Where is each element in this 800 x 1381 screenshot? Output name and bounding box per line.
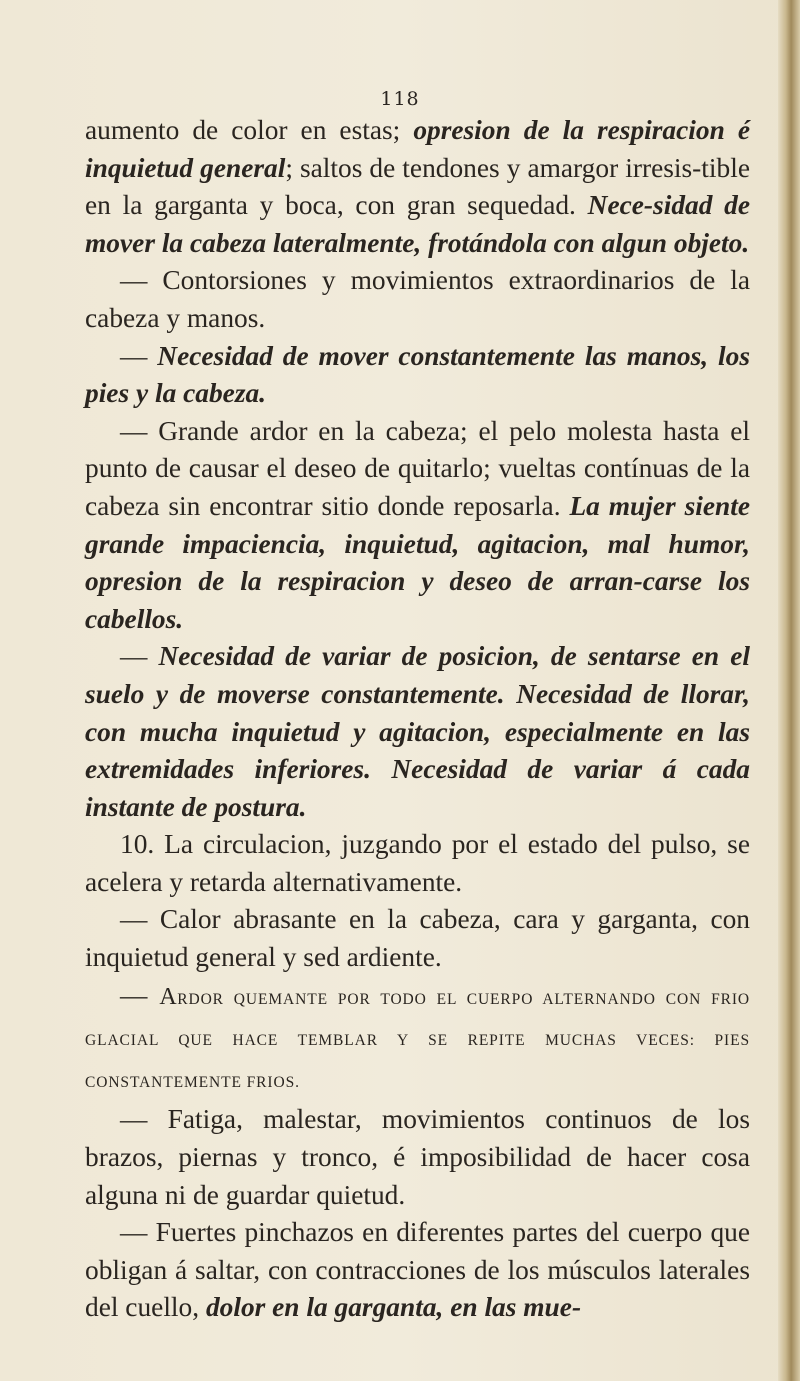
text-run: — Grande ardor en la cabeza; el pelo molesta hasta el punto de causar el deseo de quitarlo; vueltas contínuas de la cabeza sin encontrar sitio donde reposarla. (85, 415, 750, 521)
text-run: aumento de color en estas; (85, 115, 414, 145)
paragraph (85, 413, 750, 639)
smallcaps-block (85, 983, 750, 1091)
paragraph (85, 977, 750, 1102)
italic-run: Necesidad de variar de posicion, de sentarse en el suelo y de moverse constantemente. Necesidad de llorar, con mucha inquietud y agitacion, especialmente en las extremidades inferiores. Necesidad de variar á cada instante de postura. (85, 641, 750, 822)
text-run: — (120, 340, 158, 371)
paragraph (85, 1214, 750, 1327)
text-run: — (120, 979, 160, 1010)
text-run: ; saltos de tendones y amargor irresis-tible en la garganta y boca, con gran sequedad. (85, 152, 750, 221)
italic-run: dolor en la garganta, en las mue- (205, 1292, 582, 1323)
text-run: — (120, 641, 159, 672)
paragraph (85, 901, 750, 976)
text-run: — Fuertes pinchazos en diferentes partes del cuerpo que obligan á saltar, con contracciones de los músculos laterales del cuello, (85, 1217, 750, 1323)
text-run: — Calor abrasante en la cabeza, cara y garganta, con inquietud general y sed ardiente. (85, 904, 750, 973)
italic-run: opresion de la respiracion é inquietud general (85, 115, 750, 183)
text-run: — Contorsiones y movimientos extraordinarios de la cabeza y manos. (85, 265, 750, 333)
page-edge-shadow (778, 0, 800, 1381)
text-run: — Fatiga, malestar, movimientos continuos de los brazos, piernas y tronco, é imposibilidad de hacer cosa alguna ni de guardar quietud. (85, 1104, 750, 1210)
italic-run: Nece-sidad de mover la cabeza lateralmente, frotándola con algun objeto. (85, 190, 751, 258)
text-run: 10. La circulacion, juzgando por el estado del pulso, se acelera y retarda alternativamente. (85, 829, 750, 897)
paragraph (85, 1101, 750, 1214)
paragraph (85, 338, 750, 413)
body-text (85, 112, 750, 1327)
italic-run: La mujer siente grande impaciencia, inquietud, agitacion, mal humor, opresion de la respiracion y deseo de arran-carse los cabellos. (85, 490, 750, 634)
paragraph (85, 262, 750, 337)
smallcaps-run: A (159, 983, 178, 1010)
paragraph (85, 638, 750, 826)
italic-run: Necesidad de mover constantemente las manos, los pies y la cabeza. (85, 340, 750, 409)
smallcaps-run: RDOR QUEMANTE POR TODO EL CUERPO ALTERNANDO CON FRIO GLACIAL QUE HACE TEMBLAR Y SE REPITE MUCHAS VECES: PIES CONSTANTEMENTE FRIOS. (85, 990, 750, 1091)
page-number: 118 (380, 88, 420, 110)
paragraph (85, 112, 750, 262)
paragraph (85, 826, 750, 901)
